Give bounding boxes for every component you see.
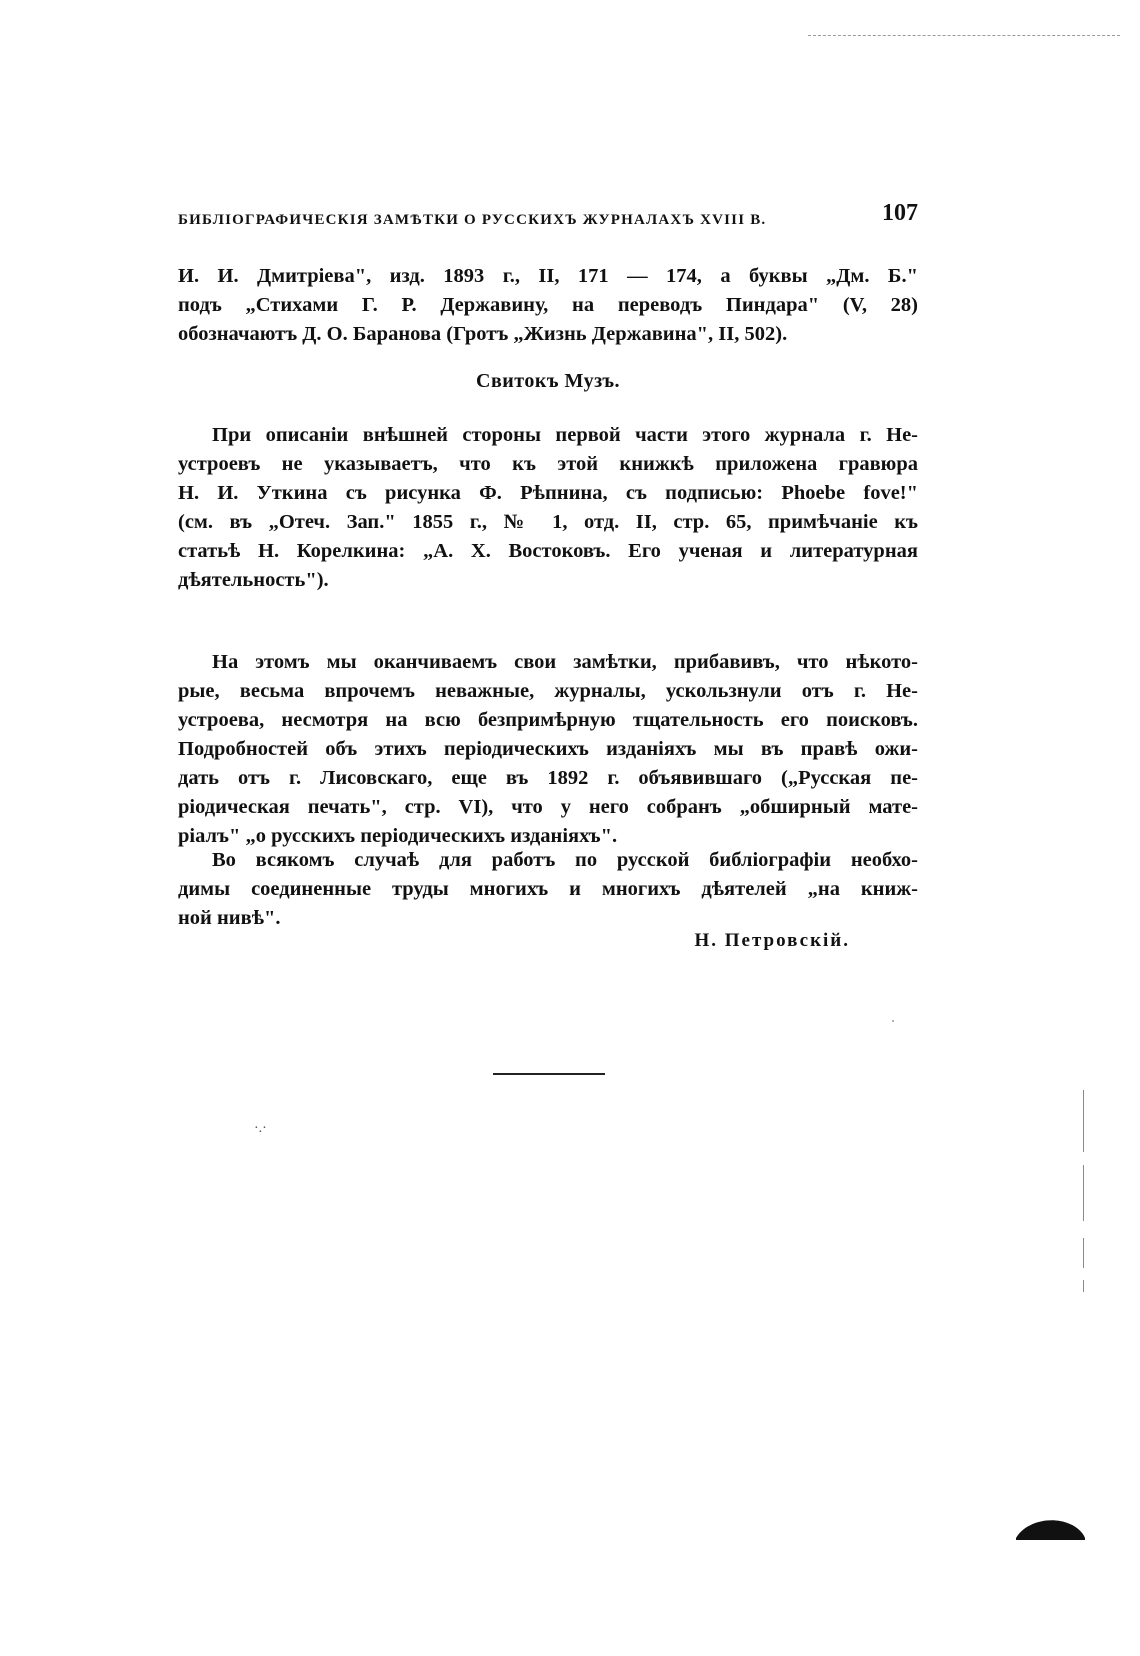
text-line: При описаніи внѣшней стороны первой части этого журнала г. Не- [212, 424, 918, 446]
text-line: ріалъ" „о русскихъ періодическихъ изданіяхъ". [178, 825, 618, 847]
end-rule [493, 1073, 605, 1075]
section-title: Свитокъ Музъ. [476, 370, 620, 392]
text-line: дѣятельность"). [178, 569, 329, 591]
paragraph-svitok-muz [178, 421, 918, 595]
text-line: (см. въ „Отеч. Зап." 1855 г., № 1, отд. II, стр. 65, примѣчаніе къ [178, 511, 918, 533]
scan-edge-mark [1083, 1165, 1084, 1221]
scan-edge-mark [1083, 1238, 1084, 1268]
running-title: БИБЛІОГРАФИЧЕСКІЯ ЗАМѢТКИ О РУССКИХЪ ЖУРНАЛАХЪ XVIII В. [178, 212, 767, 228]
running-head [178, 200, 918, 240]
text-line: устроева, несмотря на всю безпримѣрную тщательность его поисковъ. [178, 709, 918, 731]
scan-speck: ·.· [254, 1121, 267, 1136]
text-line: Во всякомъ случаѣ для работъ по русской библіографіи необхо- [212, 849, 918, 871]
page-corner-blot [1014, 1516, 1086, 1542]
text-line: подъ „Стихами Г. Р. Державину, на переводъ Пиндара" (V, 28) [178, 294, 918, 316]
text-line: И. И. Дмитріева", изд. 1893 г., II, 171 — 174, а буквы „Дм. Б." [178, 265, 918, 287]
text-line: рые, весьма впрочемъ неважные, журналы, ускользнули отъ г. Не- [178, 680, 918, 702]
text-line: обозначаютъ Д. О. Баранова (Гротъ „Жизнь Державина", II, 502). [178, 323, 788, 345]
scan-edge-mark [1083, 1090, 1084, 1152]
text-line: На этомъ мы оканчиваемъ свои замѣтки, прибавивъ, что нѣкото- [212, 651, 918, 673]
text-line: ріодическая печать", стр. VI), что у него собранъ „обширный мате- [178, 796, 918, 818]
paragraph-final [178, 846, 918, 933]
page-number: 107 [882, 200, 918, 226]
scan-edge-rule [808, 35, 1120, 36]
text-line: димы соединенные труды многихъ и многихъ дѣятелей „на книж- [178, 878, 918, 900]
author-signature: Н. Петровскій. [694, 930, 850, 951]
text-line: статьѣ Н. Корелкина: „А. Х. Востоковъ. Его ученая и литературная [178, 540, 918, 562]
paragraph-continuation [178, 262, 918, 349]
text-line: устроевъ не указываетъ, что къ этой книжкѣ приложена гравюра [178, 453, 918, 475]
paragraph-closing-notes [178, 648, 918, 851]
scan-speck [892, 1020, 894, 1022]
scan-edge-mark [1083, 1280, 1084, 1292]
text-line: Подробностей объ этихъ періодическихъ изданіяхъ мы въ правѣ ожи- [178, 738, 918, 760]
text-line: ной нивѣ". [178, 907, 281, 929]
text-line: дать отъ г. Лисовскаго, еще въ 1892 г. объявившаго („Русская пе- [178, 767, 918, 789]
text-line: Н. И. Уткина съ рисунка Ф. Рѣпнина, съ подписью: Phoebe fove!" [178, 482, 918, 504]
